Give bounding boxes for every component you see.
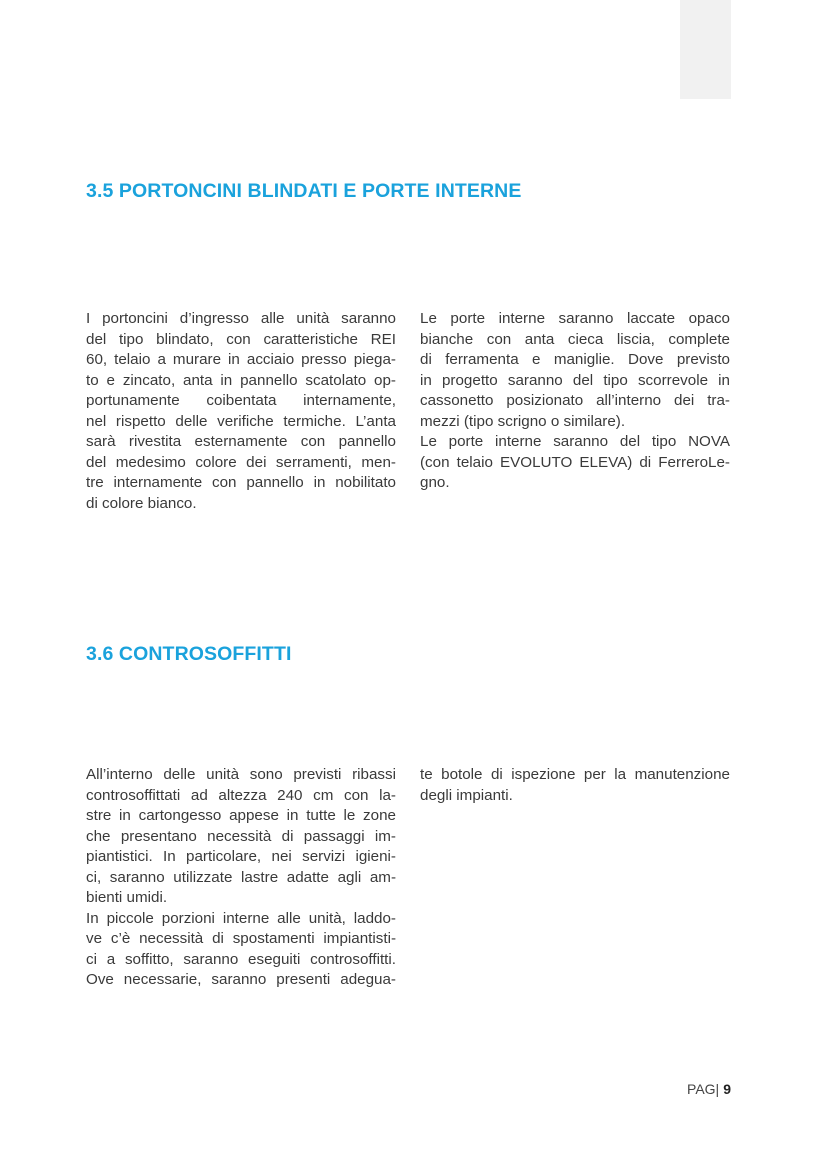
section-heading-controsoffitti: 3.6 CONTROSOFFITTI <box>86 643 292 665</box>
text-line: Le porte interne saranno laccate opaco <box>420 310 730 327</box>
text-line: All’interno delle unità sono previsti ribassi <box>86 766 396 783</box>
text-line: ci a soffitto, saranno eseguiti controsoffitti. <box>86 950 396 968</box>
text-line: gno. <box>420 474 450 491</box>
text-line: del medesimo colore dei serramenti, men- <box>86 453 396 471</box>
text-line: di colore bianco. <box>86 494 197 512</box>
text-line: stre in cartongesso appese in tutte le zone <box>86 807 396 824</box>
section-3-5-right-column <box>420 309 730 494</box>
text-line: bienti umidi. <box>86 889 168 906</box>
text-line: 60, telaio a murare in acciaio presso piega- <box>86 351 396 368</box>
text-line: nel rispetto delle verifiche termiche. L’anta <box>86 412 396 430</box>
section-3-6-left-column <box>86 765 396 991</box>
page-corner-tab <box>680 0 731 99</box>
text-line: ci, saranno utilizzate lastre adatte agli am- <box>86 868 396 886</box>
section-3-6-right-column <box>420 765 730 806</box>
text-line: in progetto saranno del tipo scorrevole in <box>420 371 730 389</box>
text-line: bianche con anta cieca liscia, complete <box>420 330 730 348</box>
section-heading-portoncini: 3.5 PORTONCINI BLINDATI E PORTE INTERNE <box>86 180 522 202</box>
page-label: PAG| <box>687 1081 720 1097</box>
section-3-5-left-column <box>86 309 396 514</box>
text-line: sarà rivestita esternamente con pannello <box>86 433 396 450</box>
text-line: tre internamente con pannello in nobilitato <box>86 474 396 491</box>
text-line: che presentano necessità di passaggi im- <box>86 827 396 845</box>
text-line: piantistici. In particolare, nei servizi igieni- <box>86 848 396 865</box>
text-line: Le porte interne saranno del tipo NOVA <box>420 433 730 450</box>
text-line: Ove necessarie, saranno presenti adegua- <box>86 971 396 988</box>
text-line: cassonetto posizionato all’interno dei tra- <box>420 392 730 409</box>
text-line: del tipo blindato, con caratteristiche REI <box>86 330 396 348</box>
text-line: In piccole porzioni interne alle unità, laddo- <box>86 909 396 927</box>
text-line: degli impianti. <box>420 786 513 804</box>
text-line: controsoffittati ad altezza 240 cm con la- <box>86 786 396 804</box>
text-line: to e zincato, anta in pannello scatolato op- <box>86 371 396 389</box>
page-number: 9 <box>723 1081 731 1097</box>
text-line: (con telaio EVOLUTO ELEVA) di FerreroLe- <box>420 453 730 471</box>
text-line: te botole di ispezione per la manutenzione <box>420 766 730 783</box>
text-line: ve c’è necessità di spostamenti impiantisti- <box>86 930 396 947</box>
text-line: di ferramenta e maniglie. Dove previsto <box>420 351 730 368</box>
page-footer <box>687 1081 731 1097</box>
text-line: I portoncini d’ingresso alle unità saranno <box>86 310 396 327</box>
text-line: portunamente coibentata internamente, <box>86 392 396 409</box>
text-line: mezzi (tipo scrigno o similare). <box>420 412 626 430</box>
